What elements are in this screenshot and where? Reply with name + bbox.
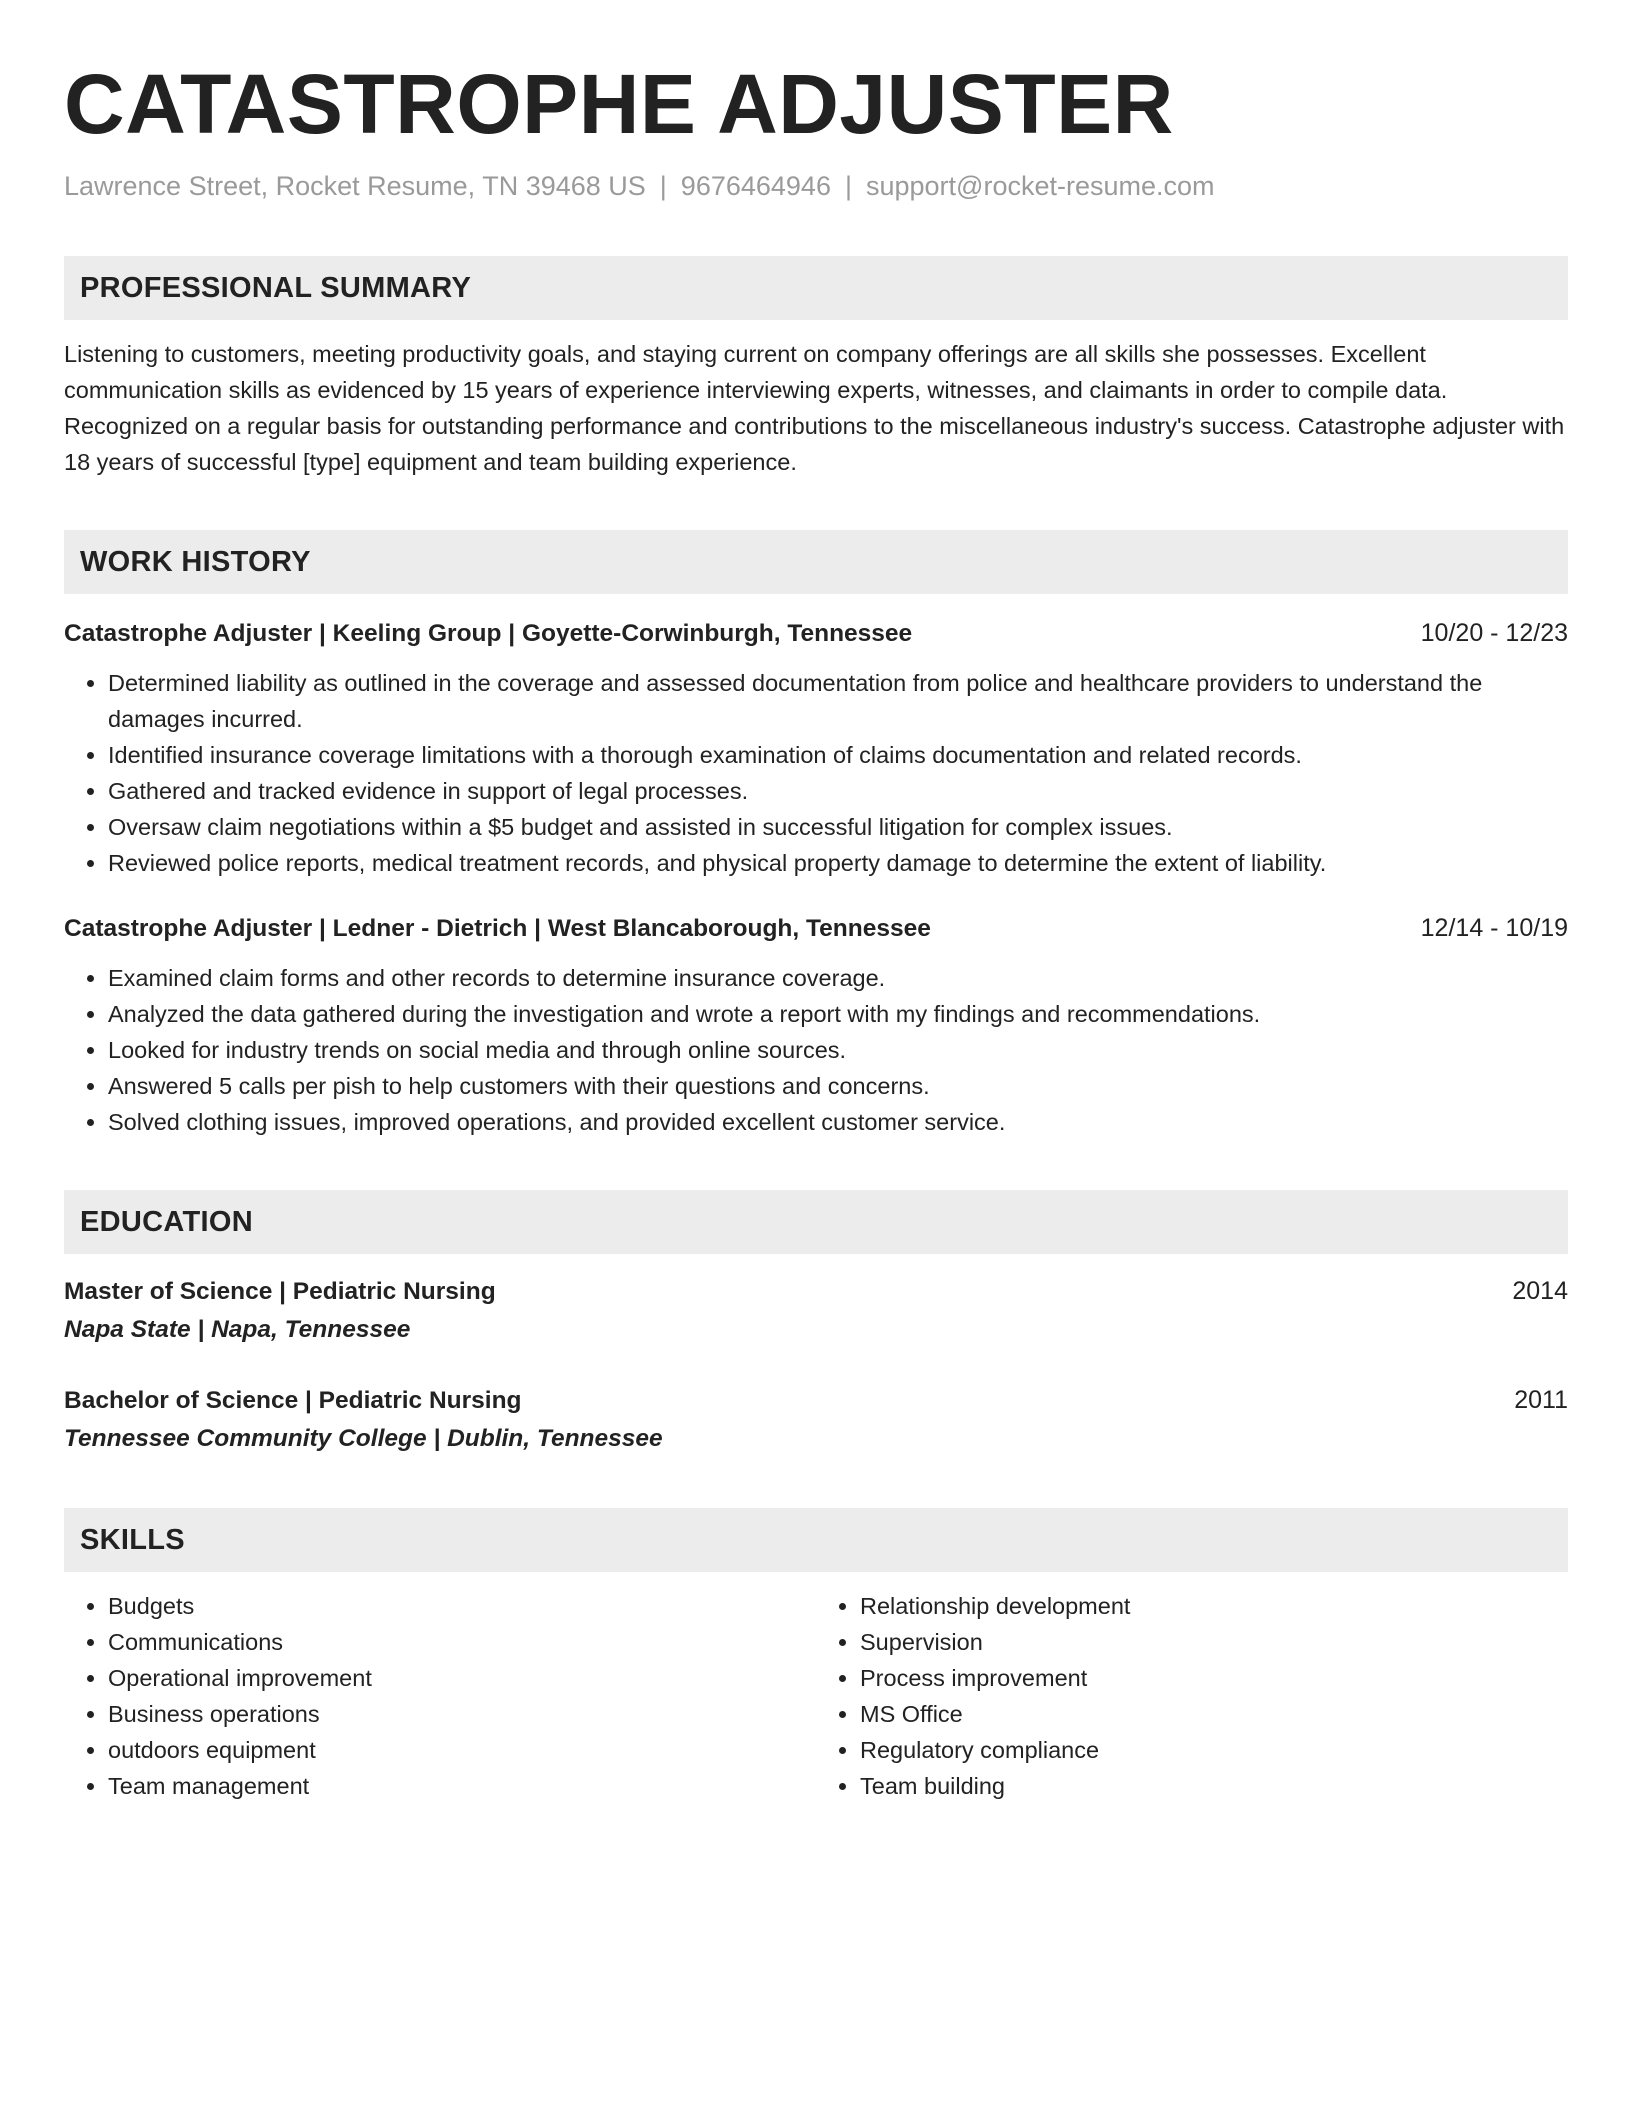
job-entry [64,614,1568,881]
job-bullet: • Solved clothing issues, improved operations, and provided excellent customer service. [108,1104,1568,1140]
education-entry [64,1381,1568,1458]
school: Tennessee Community College | Dublin, Tennessee [64,1425,663,1452]
job-bullet: • Reviewed police reports, medical treatment records, and physical property damage to determine the extent of liability. [108,845,1568,881]
job-bullet: • Looked for industry trends on social media and through online sources. [108,1032,1568,1068]
education-header [64,1381,1568,1420]
degree: Bachelor of Science | Pediatric Nursing [64,1387,522,1414]
skill-item: • Communications [108,1624,816,1660]
job-title: Catastrophe Adjuster | Keeling Group | Goyette-Corwinburgh, Tennessee [64,620,913,647]
skills-column-left [64,1588,816,1804]
job-entry [64,909,1568,1140]
job-bullets [64,960,1568,1140]
skill-item: • Regulatory compliance [860,1732,1568,1768]
job-title: Catastrophe Adjuster | Ledner - Dietrich | West Blancaborough, Tennessee [64,915,931,942]
skill-item: • Budgets [108,1588,816,1624]
section-header-skills: SKILLS [64,1508,1568,1572]
education-entry [64,1272,1568,1349]
skill-item: • MS Office [860,1696,1568,1732]
job-bullet: • Examined claim forms and other records to determine insurance coverage. [108,960,1568,996]
job-header [64,909,1568,948]
skill-item: • Operational improvement [108,1660,816,1696]
email: support@rocket-resume.com [865,171,1215,201]
education-header [64,1272,1568,1311]
skill-item: • Supervision [860,1624,1568,1660]
contact-separator: | [844,171,852,201]
job-bullet: • Answered 5 calls per pish to help customers with their questions and concerns. [108,1068,1568,1104]
candidate-name: CATASTROPHE ADJUSTER [64,57,1174,151]
summary-text: Listening to customers, meeting productivity goals, and staying current on company offerings are all skills she possesses. Excellent communication skills as evidenced by 15 years of experience interviewing experts, witnesses, and claimants in order to compile data. Recognized on a regular basis for outstanding performance and contributions to the miscellaneous industry's success. Catastrophe adjuster with 18 years of successful [type] equipment and team building experience. [64,341,1565,475]
skill-item: • Business operations [108,1696,816,1732]
skill-item: • Team management [108,1768,816,1804]
graduation-year: 2011 [1514,1386,1568,1414]
skills-list [64,1588,1568,1804]
skill-item: • outdoors equipment [108,1732,816,1768]
section-header-education: EDUCATION [64,1190,1568,1254]
address: Lawrence Street, Rocket Resume, TN 39468 US [64,171,646,201]
job-dates: 10/20 - 12/23 [1420,619,1568,647]
contact-line [64,168,1568,204]
school: Napa State | Napa, Tennessee [64,1316,411,1343]
section-header-work-history: WORK HISTORY [64,530,1568,594]
skills-column-right [816,1588,1568,1804]
skill-item: • Team building [860,1768,1568,1804]
job-bullet: • Identified insurance coverage limitations with a thorough examination of claims documentation and related records. [108,737,1568,773]
section-header-summary: PROFESSIONAL SUMMARY [64,256,1568,320]
job-bullet: • Oversaw claim negotiations within a $5 budget and assisted in successful litigation for complex issues. [108,809,1568,845]
skill-item: • Process improvement [860,1660,1568,1696]
job-bullet: • Analyzed the data gathered during the investigation and wrote a report with my findings and recommendations. [108,996,1568,1032]
contact-separator: | [659,171,667,201]
job-bullet: • Gathered and tracked evidence in support of legal processes. [108,773,1568,809]
job-header [64,614,1568,653]
job-dates: 12/14 - 10/19 [1420,914,1568,942]
graduation-year: 2014 [1512,1277,1568,1305]
job-bullets [64,665,1568,881]
skill-item: • Relationship development [860,1588,1568,1624]
phone: 9676464946 [680,171,831,201]
degree: Master of Science | Pediatric Nursing [64,1278,496,1305]
job-bullet: • Determined liability as outlined in the coverage and assessed documentation from police and healthcare providers to understand the damages incurred. [108,665,1568,737]
